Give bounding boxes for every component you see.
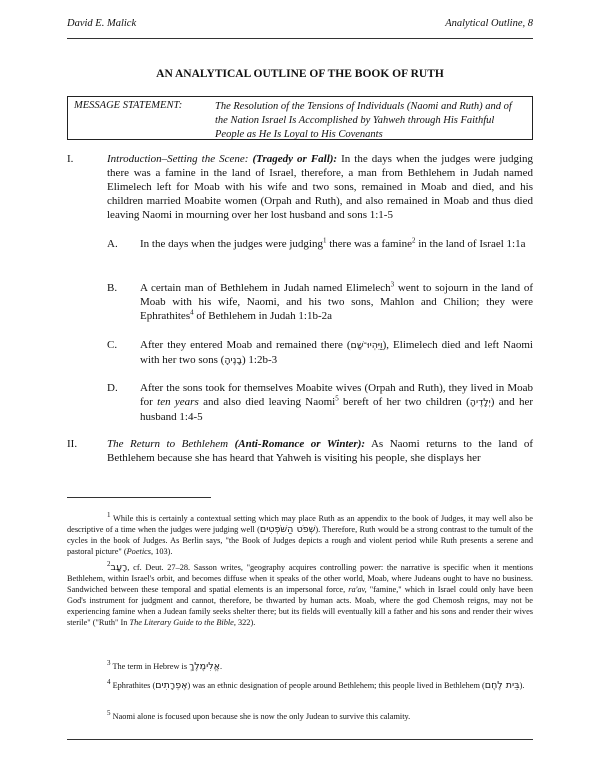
author-name: David E. Malick bbox=[67, 18, 137, 29]
section-2-text bbox=[107, 437, 533, 465]
message-statement-box bbox=[67, 96, 533, 140]
hebrew-term: שְׁפֹט הַשֹּׁפְטִים bbox=[259, 524, 316, 535]
subpoint-c-text: After they entered Moab and remained there (וַיִּהְיוּ־שָׁם), Elimelech died and left Naomi with her two sons (בָנֶיהָ) 1:2b-3 bbox=[140, 339, 533, 366]
page-header bbox=[67, 18, 533, 34]
hebrew-term: בֵּית לֶחֶם bbox=[484, 680, 520, 691]
footnote-ref: 3 bbox=[390, 280, 395, 289]
footnote-2: $^2$רָעָב, cf. Deut. 27–28. Sasson writes, "geography acquires controlling power: the narrative is specific when it mentions Bethlehem, within Israel's orbit, and becomes diffuse when it speaks of the other world, Moab, where Judeans ought to have no business. Sandwiched between these temporal and spatial elements is an impersonal force, ra'av, "famine," which in Israel could only have been God's instrument for judgment and cannot, therefore, be thwarted by human acts. Moab, where the god Chemosh reigns, may not be experiencing famine when a Judean family seeks shelter there; but its fields will eventually kill a father and his sons and render their wives sterile" ("Ruth" In The Literary Guide to the Bible, 322). bbox=[67, 560, 534, 627]
subpoint-c bbox=[107, 338, 533, 368]
subpoint-b bbox=[107, 281, 533, 325]
section-1-text bbox=[107, 152, 533, 222]
footnote-ref: 5 bbox=[335, 394, 339, 403]
section-1-theme: (Tragedy or Fall): bbox=[252, 153, 338, 165]
subpoint-d-letter: D. bbox=[107, 382, 118, 394]
section-1-numeral: I. bbox=[67, 153, 74, 165]
hebrew-term: בָנֶיהָ bbox=[224, 355, 242, 366]
section-1-body: In the days when the judges were judging there was a famine in the land of Israel, therefore, a man from Bethlehem in Judah named Elimelech left for Moab with his wife and two sons, remained in Moab and died, and his children married Moabite women (Orpah and Ruth), and also remained in Moab and thus died leaving Naomi in mourning over her lost husband and sons 1:1-5 bbox=[107, 153, 534, 221]
subpoint-c-letter: C. bbox=[107, 339, 118, 351]
section-2-body: As Naomi returns to the land of Bethlehem because she has heard that Yahweh is visiting his people, she displays her bbox=[107, 438, 533, 464]
message-label: MESSAGE STATEMENT: bbox=[74, 100, 183, 111]
hebrew-term: רָעָב bbox=[110, 562, 128, 573]
subpoint-d bbox=[107, 381, 533, 425]
section-2-numeral: II. bbox=[67, 438, 78, 450]
subpoint-b-text: A certain man of Bethlehem in Judah named Elimelech$^3$ went to sojourn in the land of Moab with his wife, Naomi, and his two sons, Mahlon and Chilion; they were Ephrathites$^4$ of Bethlehem in Judah 1:1b-2a bbox=[140, 280, 533, 322]
header-rule bbox=[67, 38, 533, 39]
section-2-theme: (Anti-Romance or Winter): bbox=[234, 438, 366, 450]
page-number: 8 bbox=[527, 18, 533, 29]
section-2 bbox=[67, 437, 533, 467]
footnote-5: $^5$ Naomi alone is focused upon because she is now the only Judean to survive this calamity. bbox=[107, 709, 411, 721]
footnote-separator bbox=[67, 497, 211, 498]
footnote-3: $^3$ The term in Hebrew is אֱלִימֶלֶךְ. bbox=[107, 659, 223, 672]
footnote-ref: 4 bbox=[190, 308, 194, 317]
footnote-4: $^4$ Ephrathites (אֶפְרָתִים) was an ethnic designation of people around Bethlehem; this people lived in Bethlehem (בֵּית לֶחֶם). bbox=[107, 678, 525, 691]
subpoint-a-text: In the days when the judges were judging$^1$ there was a famine$^2$ in the land of Israel 1:1a bbox=[140, 236, 526, 250]
page-title: AN ANALYTICAL OUTLINE OF THE BOOK OF RUTH bbox=[156, 68, 444, 80]
footnote-1: $^1$ While this is certainly a contextual setting which may place Ruth as an appendix to the book of Judges, it may well also be descriptive of a time when the judges were judging well (שְׁפֹט הַשֹּׁפְטִים). Therefore, Ruth would be a strong contrast to the tumult of the cycles in the book of Judges. As Berlin says, "the Book of Judges depicts a rough and violent period while Ruth presents a serene and pastoral picture" (Poetics, 103). bbox=[67, 511, 533, 556]
subpoint-a-letter: A. bbox=[107, 238, 118, 250]
hebrew-term: אֶפְרָתִים bbox=[155, 680, 188, 691]
hebrew-term: וַיִּהְיוּ־שָׁם bbox=[350, 340, 383, 351]
footnote-number: 5 bbox=[107, 709, 111, 718]
footnote-number: 2 bbox=[107, 560, 111, 569]
section-1-heading: Introduction–Setting the Scene: bbox=[107, 153, 249, 165]
section-2-heading: The Return to Bethlehem bbox=[107, 438, 229, 450]
outline-page-label: Analytical Outline, 8 bbox=[445, 18, 533, 29]
subpoint-b-letter: B. bbox=[107, 282, 118, 294]
subpoint-a bbox=[107, 237, 533, 267]
footnote-number: 4 bbox=[107, 678, 111, 687]
footnote-ref: 2 bbox=[412, 236, 416, 245]
footnote-number: 1 bbox=[107, 511, 111, 520]
footer-rule bbox=[67, 739, 533, 740]
hebrew-term: יְלָדֶיהָ bbox=[469, 397, 491, 408]
hebrew-term: אֱלִימֶלֶךְ bbox=[189, 661, 221, 672]
footnote-ref: 1 bbox=[322, 236, 327, 245]
footnote-number: 3 bbox=[107, 659, 111, 668]
message-text: The Resolution of the Tensions of Individuals (Naomi and Ruth) and of the Nation Israel Is Accomplished by Yahweh through His Faithful People as He Is Loyal to His Covenants bbox=[215, 101, 512, 140]
subpoint-d-text: After the sons took for themselves Moabite wives (Orpah and Ruth), they lived in Moab for ten years and also died leaving Naomi$^5$ bereft of her two children (יְלָדֶיהָ) and her husband 1:4-5 bbox=[140, 382, 534, 423]
